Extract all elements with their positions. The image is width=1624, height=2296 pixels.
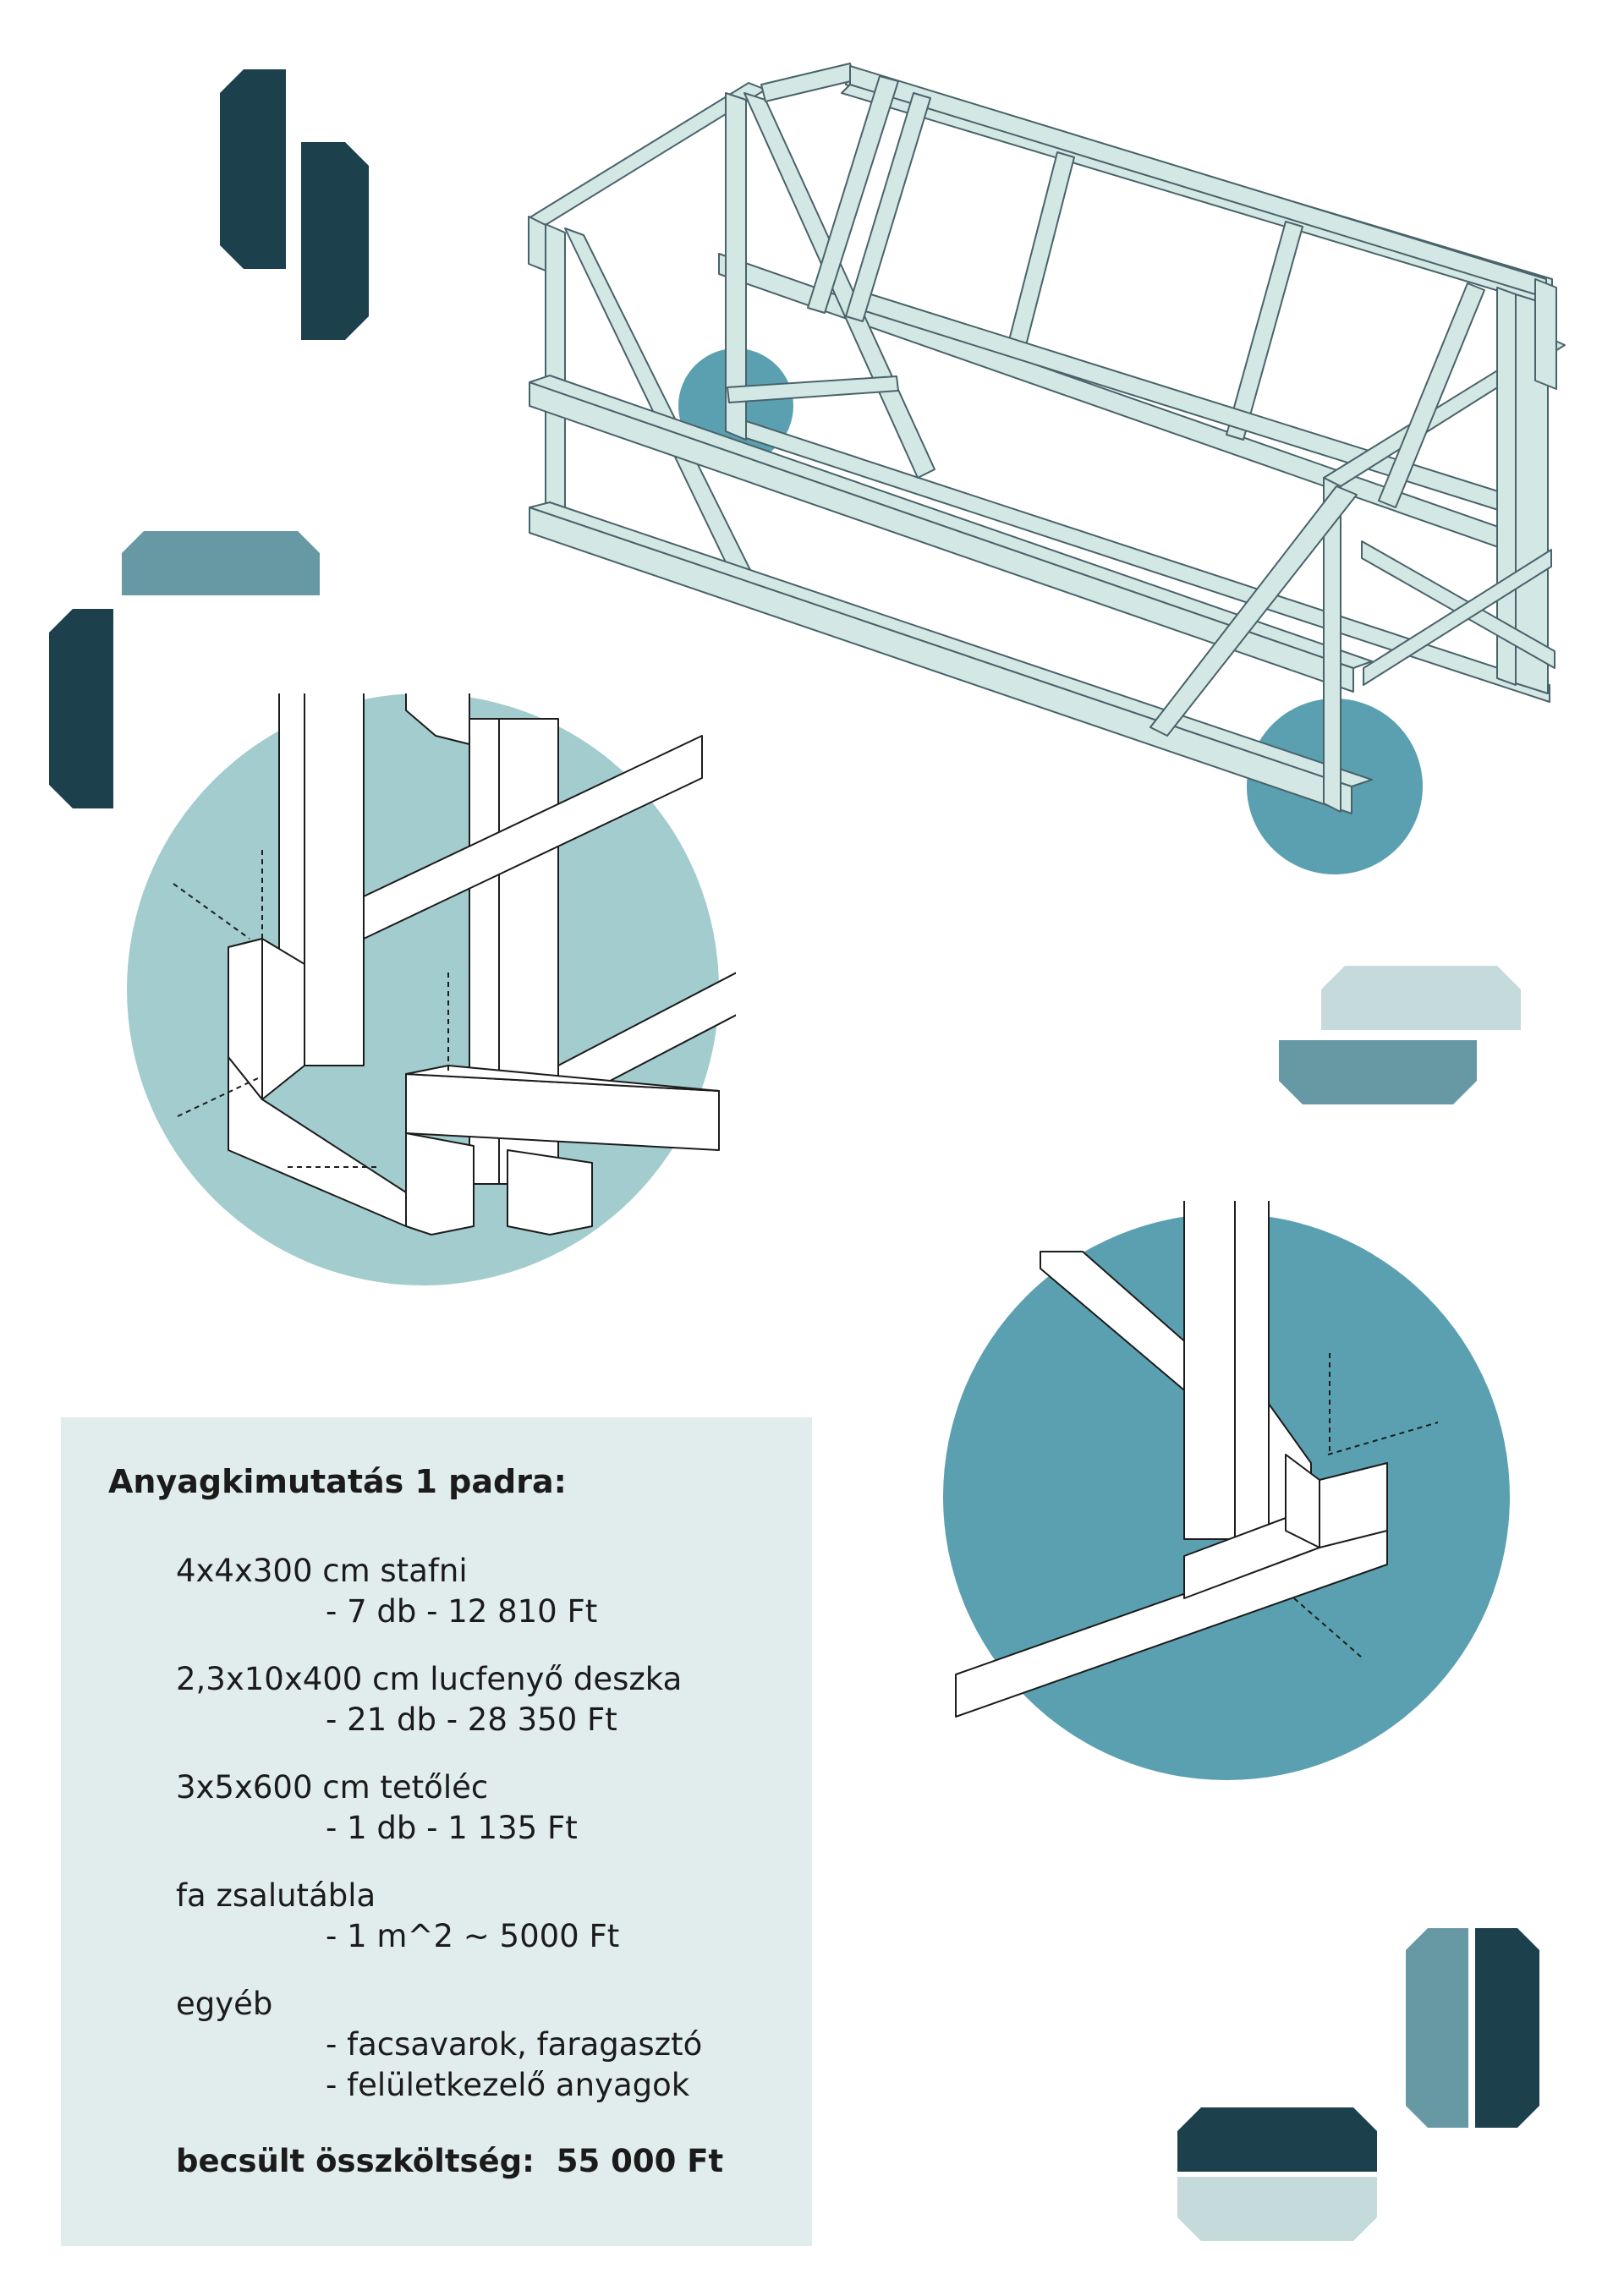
decor-block-bottom-right-3 <box>1177 2107 1377 2172</box>
item-2-qty: - 21 db - 28 350 Ft <box>326 1701 617 1738</box>
joint-detail-circle-1 <box>110 693 736 1319</box>
item-5-qty2: - felületkezelő anyagok <box>326 2067 690 2103</box>
decor-block-bottom-right-1 <box>1406 1928 1468 2128</box>
item-2-name: 2,3x10x400 cm lucfenyő deszka <box>176 1661 683 1697</box>
decor-block-right-upper <box>1321 966 1521 1030</box>
item-3-qty: - 1 db - 1 135 Ft <box>326 1810 578 1846</box>
total-label: becsült összköltség: <box>176 2143 535 2179</box>
item-5-qty: - facsavarok, faragasztó <box>326 2026 703 2063</box>
materials-title: Anyagkimutatás 1 padra: <box>108 1463 567 1500</box>
item-3-name: 3x5x600 cm tetőléc <box>176 1769 489 1806</box>
item-1-qty: - 7 db - 12 810 Ft <box>326 1593 598 1630</box>
decor-block-bottom-right-2 <box>1475 1928 1539 2128</box>
decor-block-right-lower <box>1279 1040 1477 1104</box>
total-value: 55 000 Ft <box>556 2143 724 2179</box>
item-4-name: fa zsalutábla <box>176 1877 376 1914</box>
item-4-qty: - 1 m^2 ~ 5000 Ft <box>326 1918 620 1954</box>
item-5-name: egyéb <box>176 1986 273 2022</box>
total-cost <box>176 2143 723 2179</box>
materials-panel <box>61 1417 812 2246</box>
decor-block-bottom-right-4 <box>1177 2177 1377 2241</box>
item-1-name: 4x4x300 cm stafni <box>176 1553 468 1589</box>
joint-detail-circle-2 <box>930 1201 1522 1793</box>
